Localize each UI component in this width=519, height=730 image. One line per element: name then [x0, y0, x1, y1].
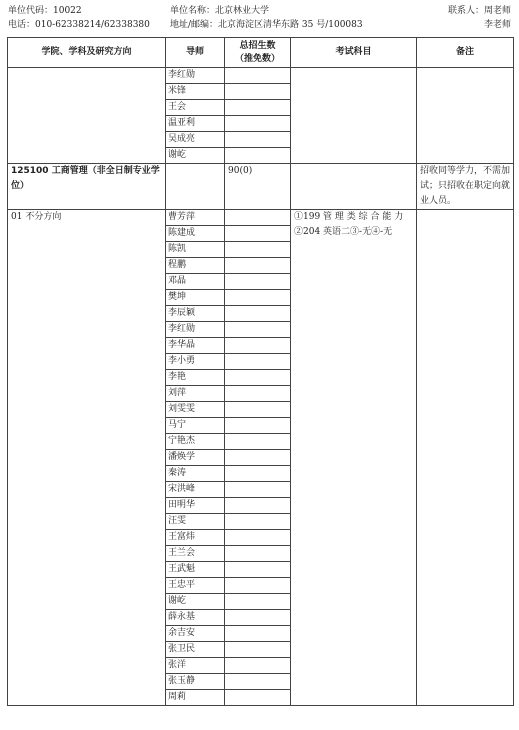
table-header-row — [8, 38, 514, 68]
advisor-cell: 张卫民 — [166, 642, 225, 658]
advisor-cell: 潘焕学 — [166, 450, 225, 466]
advisor-cell: 王忠平 — [166, 578, 225, 594]
program-quota: 90(0) — [225, 164, 291, 210]
table-row — [8, 210, 514, 226]
quota-cell — [225, 132, 291, 148]
program-row — [8, 164, 514, 210]
unit-code: 单位代码：10022 — [8, 6, 82, 16]
group1-body — [8, 68, 514, 164]
direction-exam — [291, 210, 417, 706]
quota-cell — [225, 418, 291, 434]
quota-cell — [225, 370, 291, 386]
group1-remarks — [417, 68, 514, 164]
col-quota-line2: （推免数） — [234, 53, 280, 64]
advisor-cell: 李小勇 — [166, 354, 225, 370]
advisor-cell: 王武魁 — [166, 562, 225, 578]
table-row — [8, 68, 514, 84]
quota-cell — [225, 530, 291, 546]
advisor-cell: 李辰颖 — [166, 306, 225, 322]
quota-cell — [225, 100, 291, 116]
advisor-cell: 余吉安 — [166, 626, 225, 642]
advisor-cell: 李艳 — [166, 370, 225, 386]
advisor-cell: 刘雯雯 — [166, 402, 225, 418]
advisor-cell: 程鹏 — [166, 258, 225, 274]
exam-line-2: ②204 英语二③-无④-无 — [294, 227, 393, 237]
phone: 电话：010-62338214/62338380 — [8, 20, 150, 30]
quota-cell — [225, 274, 291, 290]
advisor-cell: 陈建成 — [166, 226, 225, 242]
exam-line-1: ①199 管 理 类 综 合 能 力 — [294, 212, 404, 222]
quota-cell — [225, 116, 291, 132]
advisor-cell: 吴成亮 — [166, 132, 225, 148]
unit-name: 单位名称：北京林业大学 — [170, 6, 270, 16]
quota-cell — [225, 610, 291, 626]
quota-cell — [225, 578, 291, 594]
advisor-cell: 李红勋 — [166, 68, 225, 84]
advisor-cell: 薛永基 — [166, 610, 225, 626]
advisor-cell: 樊坤 — [166, 290, 225, 306]
quota-cell — [225, 210, 291, 226]
direction-name: 01 不分方向 — [8, 210, 166, 706]
advisor-cell: 陈凯 — [166, 242, 225, 258]
advisor-cell: 刘萍 — [166, 386, 225, 402]
advisor-cell: 王富炜 — [166, 530, 225, 546]
advisor-cell: 谢屹 — [166, 148, 225, 164]
contact-primary: 联系人：周老师 — [447, 6, 511, 16]
quota-cell — [225, 402, 291, 418]
advisor-cell: 周莉 — [166, 690, 225, 706]
quota-cell — [225, 306, 291, 322]
program-body — [8, 164, 514, 210]
quota-cell — [225, 626, 291, 642]
col-remarks: 备注 — [417, 38, 514, 68]
col-exam: 考试科目 — [291, 38, 417, 68]
group1-exam — [291, 68, 417, 164]
direction-remarks — [417, 210, 514, 706]
program-advisor — [166, 164, 225, 210]
col-quota — [225, 38, 291, 68]
quota-cell — [225, 690, 291, 706]
quota-cell — [225, 386, 291, 402]
advisor-cell: 汪雯 — [166, 514, 225, 530]
address: 地址/邮编：北京海淀区清华东路 35 号/100083 — [170, 20, 363, 30]
advisor-cell: 李华晶 — [166, 338, 225, 354]
program-name: 125100 工商管理（非全日制专业学位） — [8, 164, 166, 210]
quota-cell — [225, 562, 291, 578]
col-quota-line1: 总招生数 — [239, 40, 276, 51]
quota-cell — [225, 642, 291, 658]
quota-cell — [225, 68, 291, 84]
quota-cell — [225, 354, 291, 370]
quota-cell — [225, 290, 291, 306]
advisor-cell: 马宁 — [166, 418, 225, 434]
quota-cell — [225, 322, 291, 338]
contact-secondary: 李老师 — [483, 20, 511, 30]
advisor-cell: 秦涛 — [166, 466, 225, 482]
quota-cell — [225, 338, 291, 354]
quota-cell — [225, 498, 291, 514]
advisor-cell: 田明华 — [166, 498, 225, 514]
advisor-cell: 温亚利 — [166, 116, 225, 132]
quota-cell — [225, 658, 291, 674]
program-exam — [291, 164, 417, 210]
advisor-cell: 张玉静 — [166, 674, 225, 690]
advisor-cell: 曹芳萍 — [166, 210, 225, 226]
col-advisor: 导师 — [166, 38, 225, 68]
quota-cell — [225, 434, 291, 450]
advisor-cell: 王会 — [166, 100, 225, 116]
quota-cell — [225, 482, 291, 498]
quota-cell — [225, 226, 291, 242]
quota-cell — [225, 450, 291, 466]
advisor-cell: 李红勋 — [166, 322, 225, 338]
advisor-cell: 谢屹 — [166, 594, 225, 610]
program-remarks: 招收同等学力，不需加试；只招收在职定向就业人员。 — [417, 164, 514, 210]
advisor-cell: 邓晶 — [166, 274, 225, 290]
quota-cell — [225, 148, 291, 164]
quota-cell — [225, 466, 291, 482]
direction-body — [8, 210, 514, 706]
admissions-table — [7, 37, 514, 706]
quota-cell — [225, 242, 291, 258]
advisor-cell: 张洋 — [166, 658, 225, 674]
advisor-cell: 王兰会 — [166, 546, 225, 562]
advisor-cell: 宋洪峰 — [166, 482, 225, 498]
advisor-cell: 米锋 — [166, 84, 225, 100]
quota-cell — [225, 594, 291, 610]
quota-cell — [225, 514, 291, 530]
quota-cell — [225, 546, 291, 562]
quota-cell — [225, 674, 291, 690]
quota-cell — [225, 84, 291, 100]
quota-cell — [225, 258, 291, 274]
advisor-cell: 宁艳杰 — [166, 434, 225, 450]
group1-dept — [8, 68, 166, 164]
col-dept: 学院、学科及研究方向 — [8, 38, 166, 68]
